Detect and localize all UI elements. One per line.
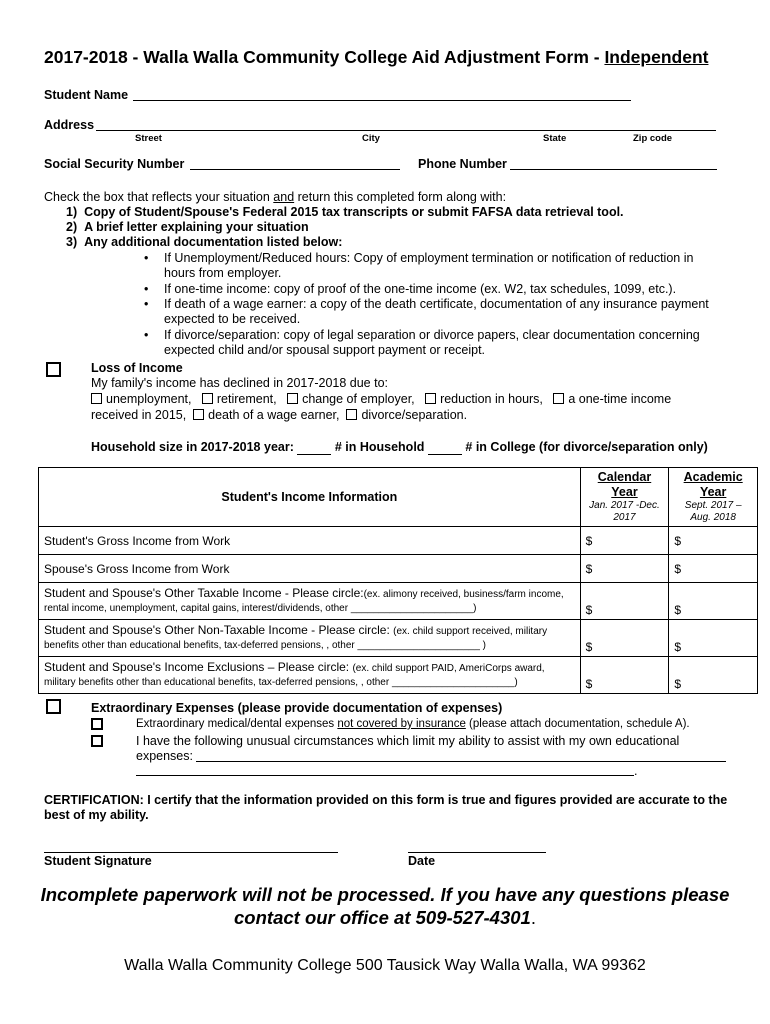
loss-options-row1 — [91, 392, 671, 406]
row-label: Student and Spouse's Other Non-Taxable Income - Please circle: (ex. child support received, military benefits other than educational benefits, tax-deferred pensions, , other ______________________ ) — [39, 620, 581, 657]
change-employer-checkbox[interactable] — [287, 393, 298, 404]
zip-caption: Zip code — [633, 133, 673, 144]
row-label: Student's Gross Income from Work — [39, 527, 581, 555]
city-caption: City — [362, 133, 380, 144]
date-field[interactable] — [408, 852, 546, 853]
form-type: Independent — [604, 47, 709, 67]
unusual-circumstances-label: I have the following unusual circumstances which limit my ability to assist with my own educational — [136, 734, 680, 748]
loss-of-income-checkbox[interactable] — [46, 362, 61, 377]
divorce-option[interactable]: divorce/separation. — [346, 408, 467, 422]
row-label: Student and Spouse's Income Exclusions – Please circle: (ex. child support PAID, AmeriCorps award, military benefits other than educational benefits, tax-deferred pensions, , other ______________________) — [39, 657, 581, 694]
calendar-amount-cell[interactable]: $ — [580, 583, 669, 620]
medical-expenses-checkbox[interactable] — [91, 718, 103, 730]
incomplete-warning: Incomplete paperwork will not be processed. If you have any questions please contact our office at 509-527-4301. — [40, 884, 730, 928]
loss-of-income-heading: Loss of Income — [91, 361, 183, 375]
academic-amount-cell[interactable]: $ — [669, 555, 758, 583]
address-field[interactable] — [96, 130, 716, 131]
address-label: Address — [44, 118, 95, 132]
unemployment-option[interactable]: unemployment, — [91, 392, 191, 406]
certification-text: CERTIFICATION: I certify that the information provided on this form is true and figures provided are accurate to the best of my ability. — [44, 793, 728, 822]
table-header-row — [39, 468, 758, 527]
instructions-intro: Check the box that reflects your situation and return this completed form along with: — [44, 190, 507, 204]
calendar-amount-cell[interactable]: $ — [580, 620, 669, 657]
calendar-year-header: Calendar Year Jan. 2017 -Dec. 2017 — [580, 468, 669, 527]
requirement-item: 3) Any additional documentation listed below: — [66, 235, 343, 249]
ssn-label: Social Security Number — [44, 157, 185, 171]
student-name-label: Student Name — [44, 88, 129, 102]
academic-amount-cell[interactable]: $ — [669, 657, 758, 694]
medical-expenses-label: Extraordinary medical/dental expenses not covered by insurance (please attach documentation, schedule A). — [136, 718, 690, 730]
loss-options-row2: received in 2015, death of a wage earner, divorce/separation. — [91, 408, 468, 422]
unemployment-checkbox[interactable] — [91, 393, 102, 404]
table-row — [39, 555, 758, 583]
phone-field[interactable] — [510, 169, 717, 170]
household-size-field[interactable] — [297, 440, 331, 455]
row-label: Student and Spouse's Other Taxable Income - Please circle:(ex. alimony received, business/farm income, rental income, unemployment, capital gains, interest/dividends, other ______________________) — [39, 583, 581, 620]
change-employer-option[interactable]: change of employer, — [287, 392, 415, 406]
doc-bullet: • If death of a wage earner: a copy of the death certificate, documentation of any insurance payment expected to be received. — [164, 297, 724, 327]
unusual-circumstances-checkbox[interactable] — [91, 735, 103, 747]
income-table — [38, 467, 758, 694]
student-name-field[interactable] — [133, 100, 631, 101]
date-label: Date — [408, 854, 436, 868]
footer-address: Walla Walla Community College 500 Tausick Way Walla Walla, WA 99362 — [124, 957, 646, 974]
expenses-field-2[interactable] — [136, 775, 634, 776]
calendar-amount-cell[interactable]: $ — [580, 555, 669, 583]
table-row — [39, 527, 758, 555]
extraordinary-expenses-checkbox[interactable] — [46, 699, 61, 714]
table-row — [39, 657, 758, 694]
death-wage-earner-option[interactable]: death of a wage earner, — [193, 408, 339, 422]
row-label: Spouse's Gross Income from Work — [39, 555, 581, 583]
state-caption: State — [543, 133, 567, 144]
academic-year-header: Academic Year Sept. 2017 – Aug. 2018 — [669, 468, 758, 527]
student-signature-field[interactable] — [44, 852, 338, 853]
extraordinary-expenses-heading: Extraordinary Expenses (please provide documentation of expenses) — [91, 701, 503, 715]
death-wage-earner-checkbox[interactable] — [193, 409, 204, 420]
table-row — [39, 583, 758, 620]
loss-of-income-desc: My family's income has declined in 2017-2018 due to: — [91, 376, 388, 390]
retirement-checkbox[interactable] — [202, 393, 213, 404]
doc-bullet: • If one-time income: copy of proof of the one-time income (ex. W2, tax schedules, 1099, etc.). — [164, 282, 724, 297]
student-signature-label: Student Signature — [44, 854, 152, 868]
one-time-income-checkbox[interactable] — [553, 393, 564, 404]
academic-amount-cell[interactable]: $ — [669, 620, 758, 657]
academic-amount-cell[interactable]: $ — [669, 583, 758, 620]
reduction-hours-option[interactable]: reduction in hours, — [425, 392, 543, 406]
divorce-checkbox[interactable] — [346, 409, 357, 420]
academic-amount-cell[interactable]: $ — [669, 527, 758, 555]
income-info-header: Student's Income Information — [39, 468, 581, 527]
doc-bullet: • If divorce/separation: copy of legal separation or divorce papers, clear documentation concerning expected child and/or spousal support payment or receipt. — [164, 328, 724, 358]
doc-bullet: • If Unemployment/Reduced hours: Copy of employment termination or notification of reduction in hours from employer. — [164, 251, 724, 281]
requirement-item: 2) A brief letter explaining your situation — [66, 220, 309, 234]
form-title: 2017-2018 - Walla Walla Community College Aid Adjustment Form - Independent — [44, 47, 709, 67]
retirement-option[interactable]: retirement, — [202, 392, 277, 406]
expenses-field[interactable] — [196, 761, 726, 762]
one-time-income-option[interactable]: a one-time income — [553, 392, 671, 406]
ssn-field[interactable] — [190, 169, 400, 170]
phone-label: Phone Number — [418, 157, 507, 171]
expenses-label: expenses: — [136, 749, 193, 763]
street-caption: Street — [135, 133, 162, 144]
calendar-amount-cell[interactable]: $ — [580, 657, 669, 694]
household-line: Household size in 2017-2018 year: # in Household # in College (for divorce/separation only) — [91, 440, 708, 454]
reduction-hours-checkbox[interactable] — [425, 393, 436, 404]
in-college-field[interactable] — [428, 440, 462, 455]
requirement-item: 1) Copy of Student/Spouse's Federal 2015 tax transcripts or submit FAFSA data retrieval tool. — [66, 205, 624, 219]
calendar-amount-cell[interactable]: $ — [580, 527, 669, 555]
table-row — [39, 620, 758, 657]
